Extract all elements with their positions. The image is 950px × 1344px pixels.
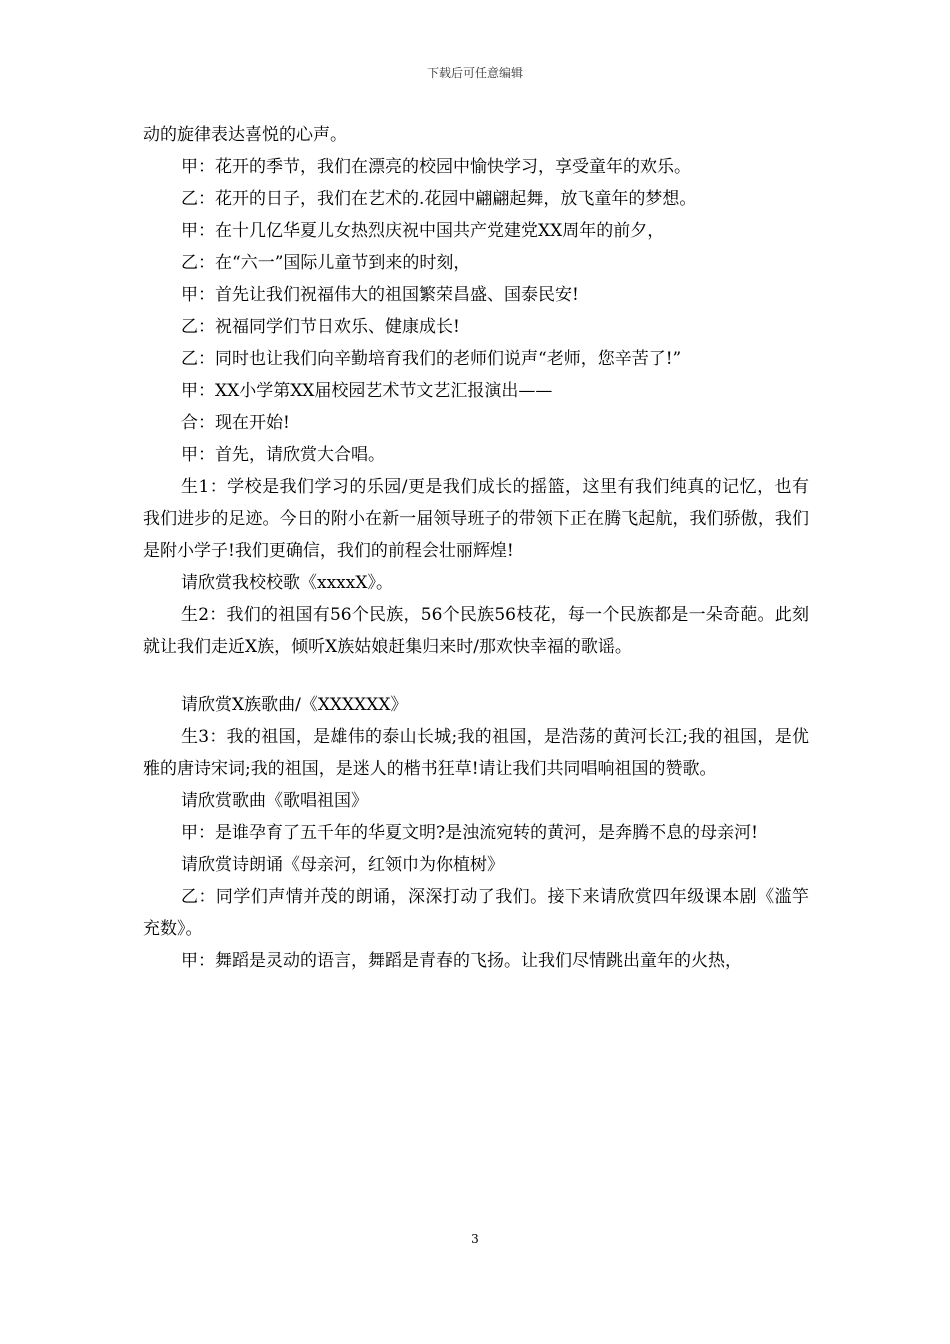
paragraph: 甲：XX小学第XX届校园艺术节文艺汇报演出—— [181, 381, 553, 401]
paragraph: 合：现在开始! [181, 413, 290, 433]
paragraph: 乙：同时也让我们向辛勤培育我们的老师们说声“老师，您辛苦了!” [181, 349, 682, 369]
paragraph: 动的旋律表达喜悦的心声。 [143, 125, 347, 145]
paragraph: 生2：我们的祖国有56个民族，56个民族56枝花，每一个民族都是一朵奇葩。此刻就让我们走近X族，倾听X族姑娘赶集归来时/那欢快幸福的歌谣。 [143, 605, 809, 657]
paragraph: 乙：祝福同学们节日欢乐、健康成长! [181, 317, 460, 337]
paragraph: 甲：首先，请欣赏大合唱。 [181, 445, 385, 465]
page-number: 3 [471, 1232, 479, 1246]
paragraph: 甲：在十几亿华夏儿女热烈庆祝中国共产党建党XX周年的前夕， [181, 221, 665, 241]
paragraph: 请欣赏X族歌曲/《XXXXXX》 [181, 695, 408, 715]
paragraph: 甲：花开的季节，我们在漂亮的校园中愉快学习，享受童年的欢乐。 [181, 157, 691, 177]
document-body [143, 119, 809, 977]
paragraph: 请欣赏我校校歌《xxxxX》。 [181, 573, 393, 593]
paragraph: 生3：我的祖国，是雄伟的泰山长城;我的祖国，是浩荡的黄河长江;我的祖国，是优雅的唐诗宋词;我的祖国，是迷人的楷书狂草!请让我们共同唱响祖国的赞歌。 [143, 727, 809, 779]
page-header: 下载后可任意编辑 [426, 66, 523, 80]
paragraph: 乙：在“六一”国际儿童节到来的时刻， [181, 253, 471, 273]
paragraph: 乙：花开的日子，我们在艺术的.花园中翩翩起舞，放飞童年的梦想。 [181, 189, 697, 209]
paragraph: 请欣赏诗朗诵《母亲河，红领巾为你植树》 [181, 855, 504, 875]
paragraph: 甲：舞蹈是灵动的语言，舞蹈是青春的飞扬。让我们尽情跳出童年的火热， [181, 951, 742, 971]
paragraph: 甲：首先让我们祝福伟大的祖国繁荣昌盛、国泰民安! [181, 285, 579, 305]
spacer [143, 663, 809, 689]
paragraph: 请欣赏歌曲《歌唱祖国》 [181, 791, 368, 811]
paragraph: 乙：同学们声情并茂的朗诵，深深打动了我们。接下来请欣赏四年级课本剧《滥竽充数》。 [143, 887, 809, 939]
paragraph: 甲：是谁孕育了五千年的华夏文明?是浊流宛转的黄河，是奔腾不息的母亲河! [181, 823, 758, 843]
paragraph: 生1：学校是我们学习的乐园/更是我们成长的摇篮，这里有我们纯真的记忆，也有我们进步的足迹。今日的附小在新一届领导班子的带领下正在腾飞起航，我们骄傲，我们是附小学子!我们更确信，我们的前程会壮丽辉煌! [143, 477, 809, 561]
